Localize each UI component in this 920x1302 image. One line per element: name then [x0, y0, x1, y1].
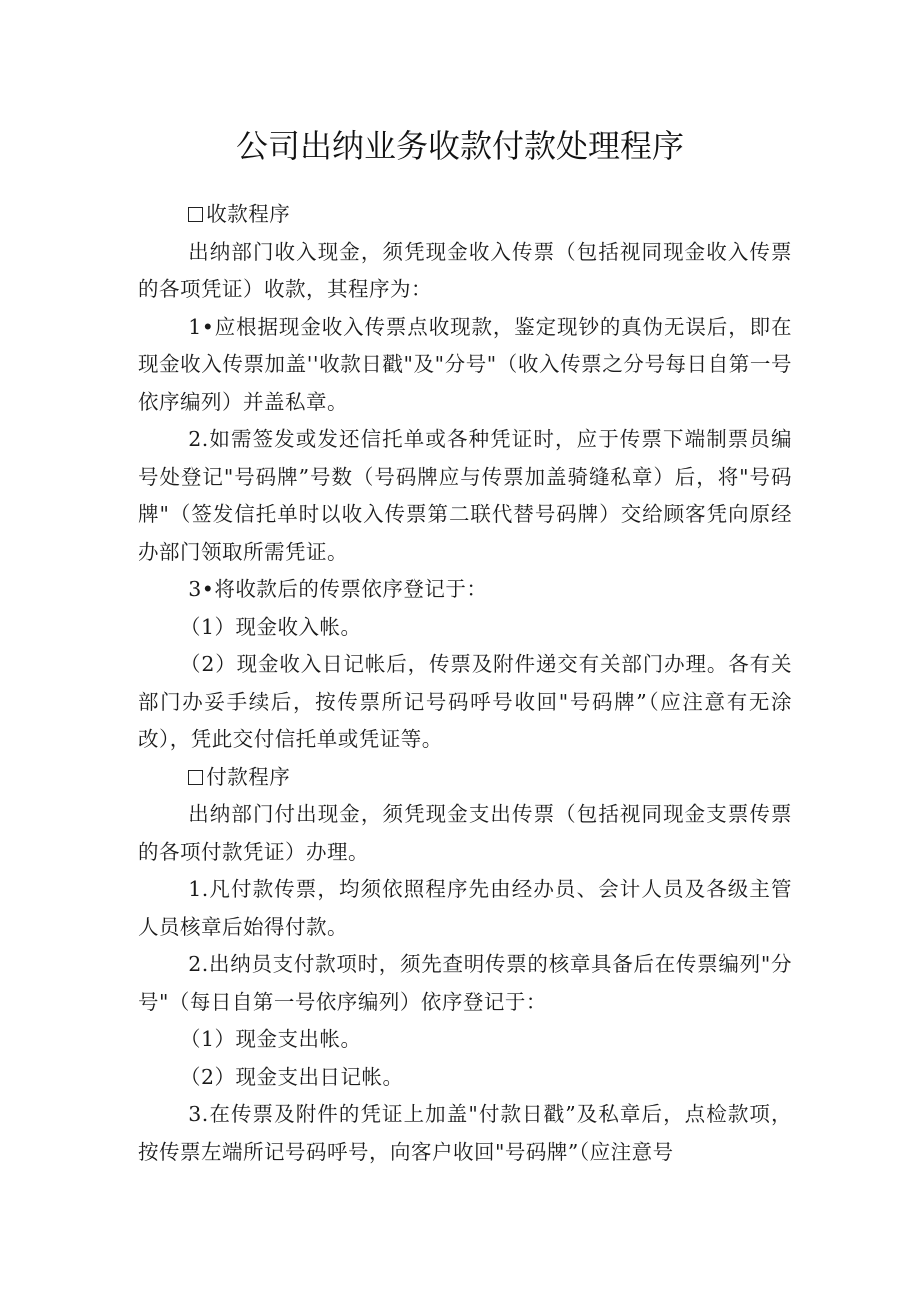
payment-heading-text: 付款程序 — [206, 764, 291, 789]
receipt-intro: 出纳部门收入现金，须凭现金收入传票（包括视同现金收入传票的各项凭证）收款，其程序为： — [138, 239, 792, 301]
payment-heading — [138, 759, 792, 797]
payment-intro: 出纳部门付出现金，须凭现金支出传票（包括视同现金支票传票的各项付款凭证）办理。 — [138, 802, 792, 864]
document-body — [138, 196, 792, 1171]
payment-step-2-item-1: （1）现金支出帐。 — [180, 1027, 362, 1051]
checkbox-square-icon — [188, 770, 203, 785]
checkbox-square-icon — [188, 207, 203, 222]
receipt-step-3-item-2: （2）现金收入日记帐后，传票及附件递交有关部门办理。各有关部门办妥手续后，按传票所记号码呼号收回"号码牌”（应注意有无涂改），凭此交付信托单或凭证等。 — [138, 652, 792, 751]
receipt-step-3-item-1: （1）现金收入帐。 — [180, 614, 362, 639]
receipt-step-3: 3•将收款后的传票依序登记于： — [188, 577, 488, 601]
payment-step-1: 1.凡付款传票，均须依照程序先由经办员、会计人员及各级主管人员核章后始得付款。 — [138, 877, 792, 939]
receipt-step-1: 1•应根据现金收入传票点收现款，鉴定现钞的真伪无误后，即在现金收入传票加盖''收款日戳"及"分号"（收入传票之分号每日自第一号依序编列）并盖私章。 — [138, 314, 792, 414]
payment-step-3: 3.在传票及附件的凭证上加盖"付款日戳”及私章后，点检款项，按传票左端所记号码呼号，向客户收回"号码牌”（应注意号 — [138, 1102, 792, 1164]
receipt-step-2: 2.如需签发或发还信托单或各种凭证时，应于传票下端制票员编号处登记"号码牌”号数（号码牌应与传票加盖骑缝私章）后，将"号码牌"（签发信托单时以收入传票第二联代替号码牌）交给顾客凭向原经办部门领取所需凭证。 — [138, 427, 792, 564]
document-title: 公司出纳业务收款付款处理程序 — [235, 127, 684, 165]
payment-step-2: 2.出纳员支付款项时，须先查明传票的核章具备后在传票编列"分号"（每日自第一号依序编列）依序登记于： — [138, 952, 792, 1014]
payment-step-2-item-2: （2）现金支出日记帐。 — [180, 1064, 404, 1089]
receipt-heading — [138, 196, 792, 234]
receipt-heading-text: 收款程序 — [206, 202, 291, 226]
